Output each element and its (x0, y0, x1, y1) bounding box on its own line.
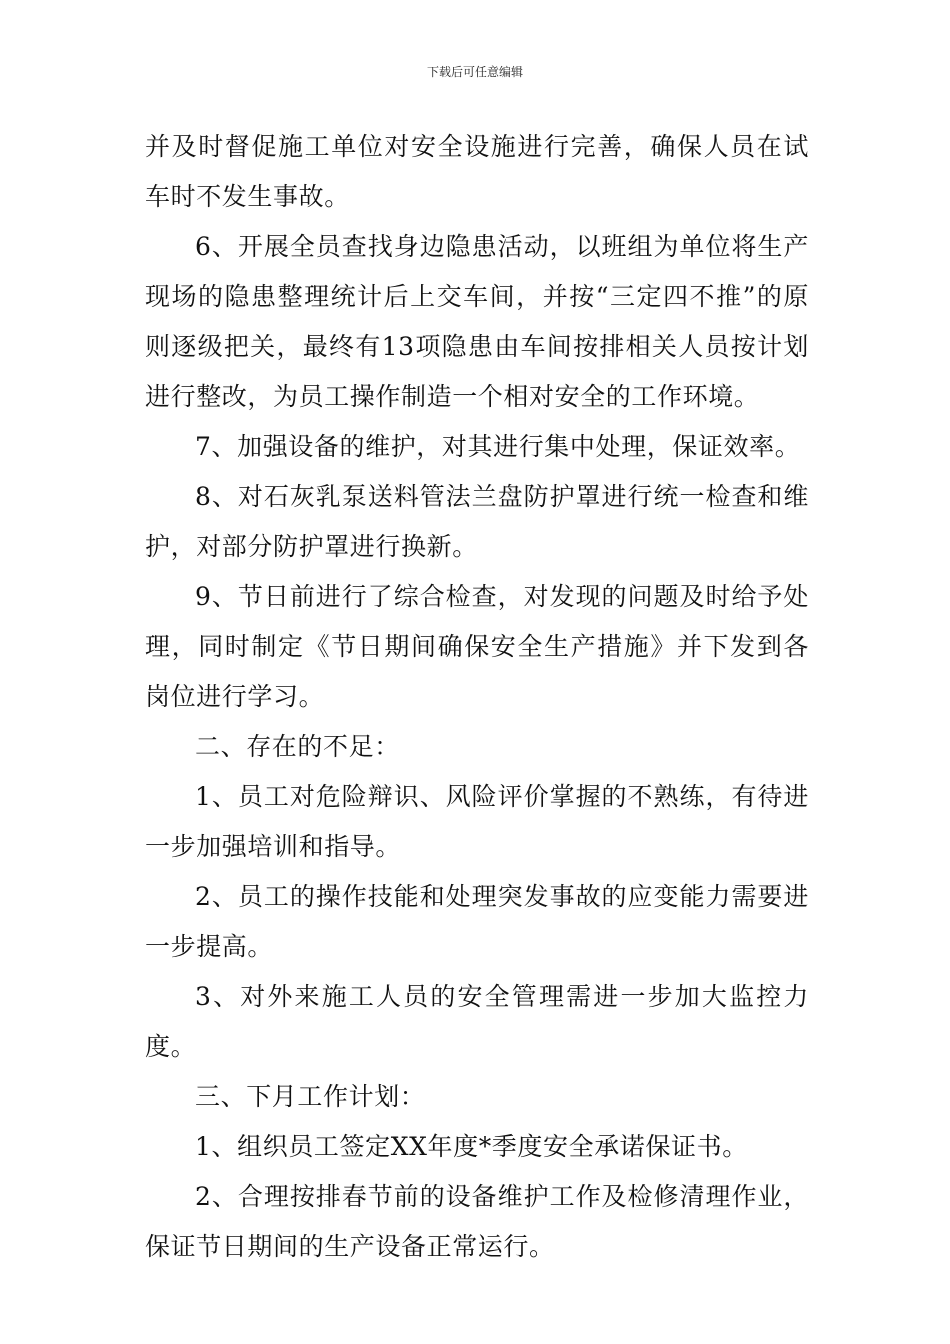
paragraph-plan-2: 2、合理按排春节前的设备维护工作及检修清理作业，保证节日期间的生产设备正常运行。 (145, 1182, 809, 1261)
paragraph-item-9: 9、节日前进行了综合检查，对发现的问题及时给予处理，同时制定《节日期间确保安全生产措施》并下发到各岗位进行学习。 (145, 582, 809, 711)
section-heading-next-month-plan: 三、下月工作计划： (195, 1082, 426, 1111)
paragraph-continuation: 并及时督促施工单位对安全设施进行完善，确保人员在试车时不发生事故。 (145, 132, 809, 211)
paragraph-item-8: 8、对石灰乳泵送料管法兰盘防护罩进行统一检查和维护，对部分防护罩进行换新。 (145, 482, 809, 561)
paragraph-shortcoming-1: 1、员工对危险辩识、风险评价掌握的不熟练，有待进一步加强培训和指导。 (145, 782, 809, 861)
page-header: 下载后可任意编辑 (426, 65, 523, 79)
paragraph-item-6: 6、开展全员查找身边隐患活动，以班组为单位将生产现场的隐患整理统计后上交车间，并按“三定四不推”的原则逐级把关，最终有13项隐患由车间按排相关人员按计划进行整改，为员工操作制造一个相对安全的工作环境。 (145, 232, 809, 411)
paragraph-shortcoming-3: 3、对外来施工人员的安全管理需进一步加大监控力度。 (145, 982, 809, 1061)
paragraph-shortcoming-2: 2、员工的操作技能和处理突发事故的应变能力需要进一步提高。 (145, 882, 809, 961)
paragraph-plan-1: 1、组织员工签定XX年度*季度安全承诺保证书。 (195, 1132, 748, 1161)
paragraph-item-7: 7、加强设备的维护，对其进行集中处理，保证效率。 (195, 432, 801, 461)
document-body (145, 122, 809, 1272)
section-heading-shortcomings: 二、存在的不足： (195, 732, 400, 761)
